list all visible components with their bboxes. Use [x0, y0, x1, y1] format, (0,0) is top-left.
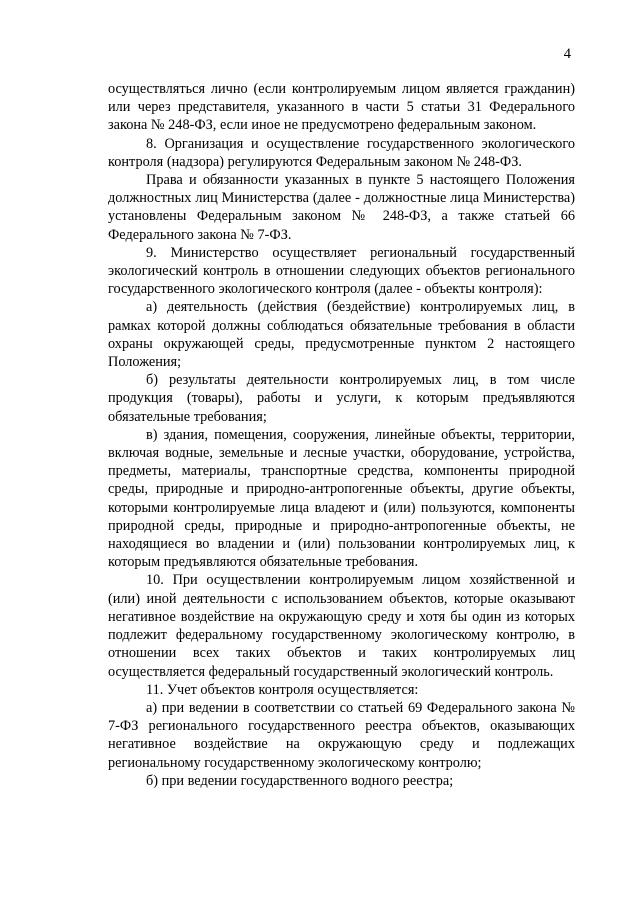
paragraph-8: 8. Организация и осуществление государственного экологического контроля (надзора) регулируются Федеральным законом № 248-ФЗ. — [108, 135, 575, 170]
paragraph-9: 9. Министерство осуществляет региональный государственный экологический контроль в отношении следующих объектов регионального государственного экологического контроля (далее - объекты контроля): — [108, 244, 575, 298]
paragraph-continuation: осуществляться лично (если контролируемым лицом является гражданин) или через представителя, указанного в части 5 статьи 31 Федерального закона № 248-ФЗ, если иное не предусмотрено федеральным законом. — [108, 81, 575, 134]
paragraph-10: 10. При осуществлении контролируемым лицом хозяйственной и (или) иной деятельности с использованием объектов, которые оказывают негативное воздействие на окружающую среду и хотя бы один из которых подлежит федеральному государственному экологическому контролю, в отношении всех таких объектов и таких контролируемых лиц осуществляется федеральный государственный экологический контроль. — [108, 572, 575, 680]
paragraph-11b: б) при ведении государственного водного реестра; — [146, 772, 454, 789]
paragraph-9b: б) результаты деятельности контролируемых лиц, в том числе продукция (товары), работы и услуги, к которым предъявляются обязательные требования; — [108, 372, 575, 425]
paragraph-rights-duties: Права и обязанности указанных в пункте 5 настоящего Положения должностных лиц Министерства (далее - должностные лица Министерства) установлены Федеральным законом № 248-ФЗ, а также статьей 66 Федерального закона № 7-ФЗ. — [108, 172, 575, 243]
paragraph-11a: а) при ведении в соответствии со статьей 69 Федерального закона № 7-ФЗ регионального государственного реестра объектов, оказывающих негативное воздействие на окружающую среду и подлежащих региональному государственному экологическому контролю; — [108, 699, 575, 771]
paragraph-11: 11. Учет объектов контроля осуществляется: — [146, 681, 419, 698]
page-number: 4 — [563, 46, 571, 62]
paragraph-9a: а) деятельность (действия (бездействие) контролируемых лиц, в рамках которой должны соблюдаться обязательные требования в области охраны окружающей среды, предусмотренные пунктом 2 настоящего Положения; — [108, 299, 575, 371]
document-body — [108, 80, 575, 790]
paragraph-9v: в) здания, помещения, сооружения, линейные объекты, территории, включая водные, земельные и лесные участки, оборудование, устройства, предметы, материалы, транспортные средства, компоненты природной среды, природные и природно-антропогенные объекты, другие объекты, которыми контролируемые лица владеют и (или) пользуются, компоненты природной среды, природные и природно-антропогенные объекты, не находящиеся во владении и (или) пользовании контролируемых лиц, к которым предъявляются обязательные требования. — [108, 426, 575, 571]
